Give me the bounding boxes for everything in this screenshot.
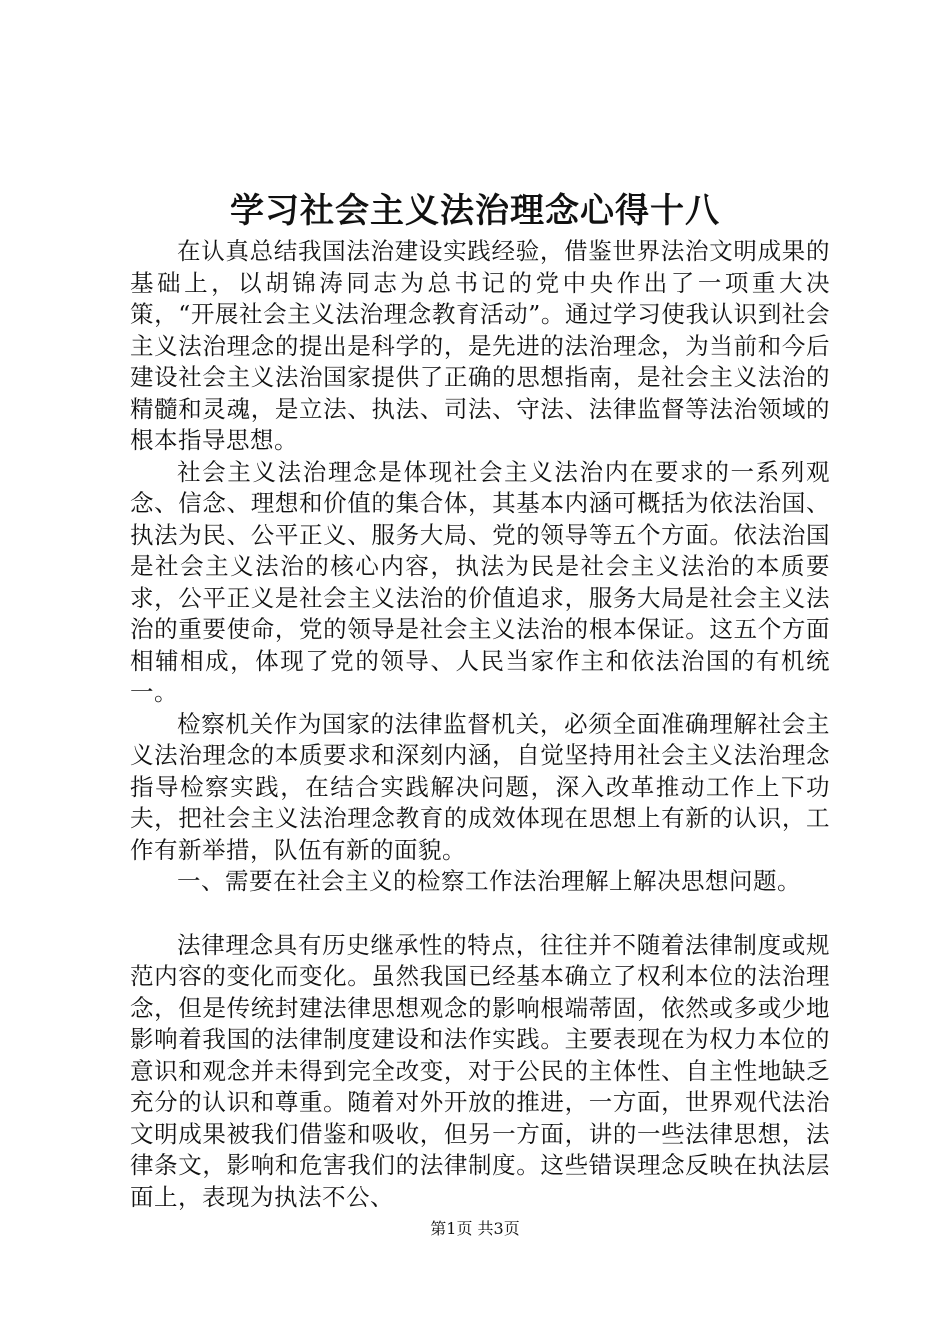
page-footer: 第1页 共3页 [430,1219,520,1238]
paragraph-legal-concept: 法律理念具有历史继承性的特点，往往并不随着法律制度或规范内容的变化而变化。虽然我国已经基本确立了权利本位的法治理念，但是传统封建法律思想观念的影响根端蒂固，依然或多或少地影响着我国的法律制度建设和法作实践。主要表现在为权力本位的意识和观念并未得到完全改变，对于公民的主体性、自主性地缺乏充分的认识和尊重。随着对外开放的推进，一方面，世界观代法治文明成果被我们借鉴和吸收，但另一方面，讲的一些法律思想，法律条文，影响和危害我们的法律制度。这些错误理念反映在执法层面上，表现为执法不公、 [130,930,830,1211]
paragraph-intro: 在认真总结我国法治建设实践经验，借鉴世界法治文明成果的基础上，以胡锦涛同志为总书记的党中央作出了一项重大决策，“开展社会主义法治理念教育活动”。通过学习使我认识到社会主义法治理念的提出是科学的，是先进的法治理念，为当前和今后建设社会主义法治国家提供了正确的思想指南，是社会主义法治的精髓和灵魂，是立法、执法、司法、守法、法律监督等法治领域的根本指导思想。 [130,237,830,454]
document-title: 学习社会主义法治理念心得十八 [230,191,720,231]
paragraph-procuratorate: 检察机关作为国家的法律监督机关，必须全面准确理解社会主义法治理念的本质要求和深刻内涵，自觉坚持用社会主义法治理念指导检察实践，在结合实践解决问题，深入改革推动工作上下功夫，把社会主义法治理念教育的成效体现在思想上有新的认识，工作有新举措，队伍有新的面貌。 [130,709,830,864]
section-heading-one: 一、需要在社会主义的检察工作法治理解上解决思想问题。 [177,867,801,895]
paragraph-concept: 社会主义法治理念是体现社会主义法治内在要求的一系列观念、信念、理想和价值的集合体，其基本内涵可概括为依法治国、执法为民、公平正义、服务大局、党的领导等五个方面。依法治国是社会主义法治的核心内容，执法为民是社会主义法治的本质要求，公平正义是社会主义法治的价值追求，服务大局是社会主义法治的重要使命，党的领导是社会主义法治的根本保证。这五个方面相辅相成，体现了党的领导、人民当家作主和依法治国的有机统一。 [130,457,830,706]
document-body [130,236,830,1213]
